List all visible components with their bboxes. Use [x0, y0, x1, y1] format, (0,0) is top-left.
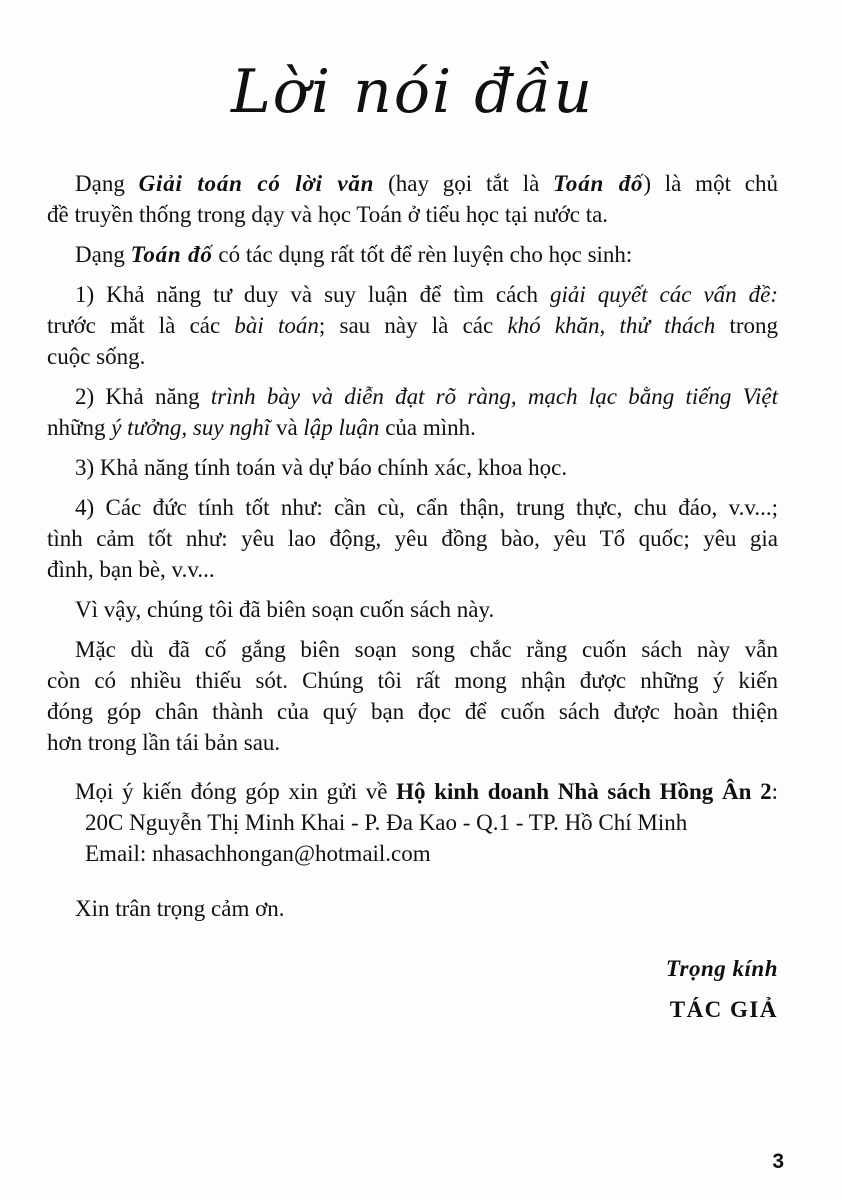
text-run: 4) Các đức tính tốt như: cần cù, cẩn thận, trung thực, chu đáo, v.v...; — [75, 495, 778, 520]
contact-block — [47, 776, 778, 869]
page-content — [0, 44, 842, 1030]
text-run: cuộc sống. — [47, 344, 146, 369]
paragraph-purpose — [47, 239, 778, 270]
text-run: Mọi ý kiến đóng góp xin gửi về — [75, 779, 397, 804]
text-run: Dạng — [75, 171, 139, 196]
text-run-italic: ý tưởng, suy nghĩ — [111, 415, 271, 440]
text-run: ) là một chủ — [643, 171, 778, 196]
text-run-italic: trình bày và diễn đạt rõ ràng, mạch lạc bằng tiếng Việt — [210, 384, 778, 409]
text-run: có tác dụng rất tốt để rèn luyện cho học sinh: — [212, 242, 633, 267]
text-line — [47, 696, 778, 727]
text-run-bold-italic: Toán đố — [553, 171, 644, 196]
text-run: trước mắt là các — [47, 313, 235, 338]
text-run: Dạng — [75, 242, 131, 267]
text-line — [47, 310, 778, 341]
text-run: : — [771, 779, 778, 804]
text-line — [47, 727, 778, 758]
text-run-italic: bài toán — [234, 313, 319, 338]
page-title: Lời nói đầu — [230, 57, 595, 127]
text-line — [47, 199, 778, 230]
text-run-italic: khó khăn, thử thách — [507, 313, 716, 338]
publisher-name: Hộ kinh doanh Nhà sách Hồng Ân 2 — [396, 779, 772, 804]
text-line — [47, 554, 778, 585]
text-run: 3) Khả năng tính toán và dự báo chính xác, khoa học. — [75, 455, 568, 480]
text-run: (hay gọi tắt là — [374, 171, 554, 196]
text-run-italic: lập luận — [303, 415, 380, 440]
text-run-bold-italic: Toán đố — [130, 242, 213, 267]
text-run: 1) Khả năng tư duy và suy luận để tìm cách — [75, 282, 551, 307]
paragraph-thanks — [47, 893, 778, 924]
publisher-address: 20C Nguyễn Thị Minh Khai - P. Đa Kao - Q.1 - TP. Hồ Chí Minh — [85, 810, 688, 835]
text-run-bold-italic: Giải toán có lời văn — [138, 171, 375, 196]
signature-closing: Trọng kính — [665, 956, 778, 981]
list-item-4 — [47, 492, 778, 585]
list-item-3 — [47, 452, 778, 483]
text-line — [47, 665, 778, 696]
text-run: trong — [715, 313, 779, 338]
text-line — [47, 341, 778, 372]
text-line — [47, 594, 778, 625]
text-run-italic: giải quyết các vấn đề: — [550, 282, 778, 307]
publisher-email: Email: nhasachhongan@hotmail.com — [85, 841, 431, 866]
text-run: Vì vậy, chúng tôi đã biên soạn cuốn sách này. — [75, 597, 495, 622]
text-run: đóng góp chân thành của quý bạn đọc để cuốn sách được hoàn thiện — [47, 699, 778, 724]
text-run: tình cảm tốt như: yêu lao động, yêu đồng bào, yêu Tổ quốc; yêu gia — [47, 526, 778, 551]
text-line — [47, 381, 778, 412]
text-line — [47, 239, 778, 270]
text-run: hơn trong lần tái bản sau. — [47, 730, 281, 755]
text-run: và — [270, 415, 304, 440]
text-line — [47, 168, 778, 199]
text-run: còn có nhiều thiếu sót. Chúng tôi rất mong nhận được những ý kiến — [47, 668, 778, 693]
text-run: Mặc dù đã cố gắng biên soạn song chắc rằng cuốn sách này vẫn — [75, 637, 778, 662]
text-line — [47, 279, 778, 310]
list-item-2 — [47, 381, 778, 443]
text-line — [47, 523, 778, 554]
paragraph-intro — [47, 168, 778, 230]
page-number: 3 — [772, 1150, 784, 1173]
signature-author: TÁC GIẢ — [669, 997, 778, 1022]
list-item-1 — [47, 279, 778, 372]
text-run: ; sau này là các — [318, 313, 508, 338]
text-run: đề truyền thống trong dạy và học Toán ở tiểu học tại nước ta. — [47, 202, 609, 227]
text-line — [47, 492, 778, 523]
text-line: Xin trân trọng cảm ơn. — [75, 896, 285, 921]
text-line — [47, 412, 778, 443]
text-line — [47, 776, 778, 807]
text-line — [47, 452, 778, 483]
text-run: những — [47, 415, 112, 440]
signature-block — [47, 948, 778, 1030]
paragraph-conclusion — [47, 594, 778, 625]
text-run: 2) Khả năng — [75, 384, 211, 409]
text-run: của mình. — [379, 415, 476, 440]
text-line — [47, 634, 778, 665]
text-run: đình, bạn bè, v.v... — [47, 557, 215, 582]
paragraph-apology — [47, 634, 778, 758]
